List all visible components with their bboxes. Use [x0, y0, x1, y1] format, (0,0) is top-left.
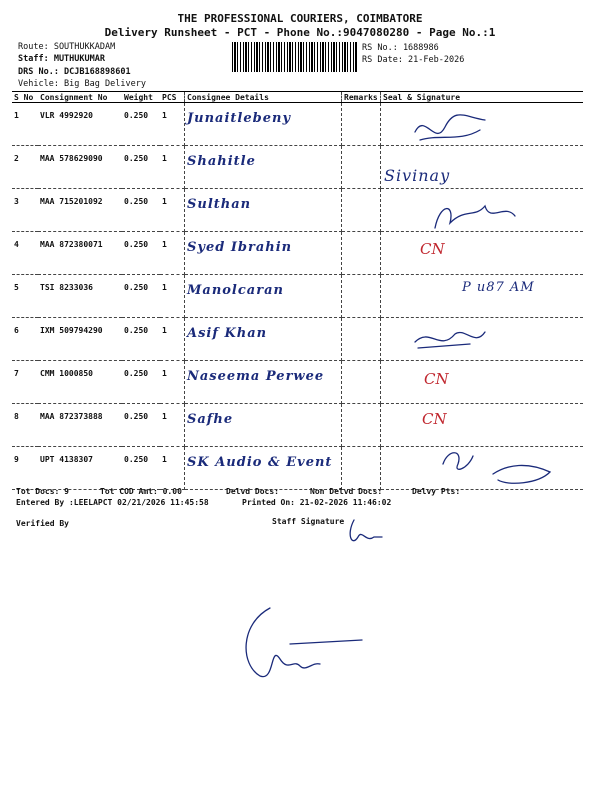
- row-consignment-no: MAA 578629090: [38, 146, 122, 189]
- route-info: Route: SOUTHUKKADAM: [18, 42, 116, 52]
- cn-mark: CN: [420, 240, 445, 258]
- staff-signature-label: Staff Signature: [272, 517, 345, 526]
- total-docs: Tot Docs: 9: [16, 487, 69, 496]
- row-consignee: Junaitlebeny: [185, 103, 342, 146]
- row-consignee: Naseema Perwee: [185, 361, 342, 404]
- row-weight: 0.250: [122, 103, 160, 146]
- row-seal-signature: [381, 361, 584, 404]
- row-sno: 7: [12, 361, 38, 404]
- row-pcs: 1: [160, 275, 185, 318]
- row-remarks: [342, 189, 381, 232]
- row-weight: 0.250: [122, 447, 160, 490]
- signature-scribble: [438, 444, 558, 490]
- row-sno: 8: [12, 404, 38, 447]
- signature-scribble: [430, 198, 520, 238]
- row-sno: 3: [12, 189, 38, 232]
- row-consignee: Syed Ibrahin: [185, 232, 342, 275]
- delivered-docs: Delvd Docs:: [226, 487, 279, 496]
- row-weight: 0.250: [122, 275, 160, 318]
- row-remarks: [342, 103, 381, 146]
- row-consignment-no: CMM 1000850: [38, 361, 122, 404]
- row-pcs: 1: [160, 361, 185, 404]
- col-remarks: Remarks: [342, 92, 381, 103]
- row-weight: 0.250: [122, 404, 160, 447]
- col-consignee: Consignee Details: [185, 92, 342, 103]
- col-consignment: Consignment No: [38, 92, 122, 103]
- row-pcs: 1: [160, 404, 185, 447]
- row-pcs: 1: [160, 447, 185, 490]
- runsheet-title: Delivery Runsheet - PCT - Phone No.:9047080280 - Page No.:1: [104, 26, 496, 39]
- vehicle-info: Vehicle: Big Bag Delivery: [18, 79, 146, 89]
- row-remarks: [342, 447, 381, 490]
- row-consignment-no: TSI 8233036: [38, 275, 122, 318]
- row-sno: 5: [12, 275, 38, 318]
- row-sno: 2: [12, 146, 38, 189]
- seal-text: P u87 AM: [462, 280, 535, 295]
- row-weight: 0.250: [122, 232, 160, 275]
- non-delivered-docs: Non Delvd Docs:: [310, 487, 383, 496]
- row-pcs: 1: [160, 189, 185, 232]
- printed-on: Printed On: 21-02-2026 11:46:02: [242, 498, 392, 507]
- row-sno: 9: [12, 447, 38, 490]
- row-consignee: SK Audio & Event: [185, 447, 342, 490]
- signature-scribble: [410, 112, 490, 152]
- row-sno: 1: [12, 103, 38, 146]
- row-remarks: [342, 361, 381, 404]
- table-header-row: [12, 92, 583, 103]
- signature-scribble: [410, 322, 490, 356]
- row-sno: 4: [12, 232, 38, 275]
- row-sno: 6: [12, 318, 38, 361]
- col-seal-signature: Seal & Signature: [381, 92, 584, 103]
- row-weight: 0.250: [122, 318, 160, 361]
- drs-number: DRS No.: DCJB168898601: [18, 67, 131, 77]
- row-weight: 0.250: [122, 361, 160, 404]
- row-consignment-no: MAA 715201092: [38, 189, 122, 232]
- row-pcs: 1: [160, 232, 185, 275]
- delivery-points: Delvy Pts:: [412, 487, 461, 496]
- table-row: [12, 318, 583, 361]
- row-seal-signature: [381, 404, 584, 447]
- staff-info: Staff: MUTHUKUMAR: [18, 54, 105, 64]
- row-pcs: 1: [160, 103, 185, 146]
- col-pcs: PCS: [160, 92, 185, 103]
- company-name: THE PROFESSIONAL COURIERS, COIMBATORE: [177, 12, 423, 25]
- row-remarks: [342, 404, 381, 447]
- row-weight: 0.250: [122, 146, 160, 189]
- col-sno: S No: [12, 92, 38, 103]
- verified-by: Verified By: [16, 519, 69, 528]
- seal-text: Sivinay: [384, 166, 451, 185]
- row-remarks: [342, 318, 381, 361]
- row-remarks: [342, 275, 381, 318]
- row-consignee: Shahitle: [185, 146, 342, 189]
- large-signature-scribble: [230, 604, 370, 684]
- row-consignment-no: VLR 4992920: [38, 103, 122, 146]
- entered-by: Entered By :LEELAPCT 02/21/2026 11:45:58: [16, 498, 209, 507]
- barcode-image: [232, 42, 358, 72]
- table-row: [12, 404, 583, 447]
- table-row: [12, 146, 583, 189]
- row-pcs: 1: [160, 146, 185, 189]
- row-consignee: Manolcaran: [185, 275, 342, 318]
- row-consignee: Asif Khan: [185, 318, 342, 361]
- row-consignment-no: MAA 872373888: [38, 404, 122, 447]
- rs-date: RS Date: 21-Feb-2026: [362, 55, 465, 65]
- row-pcs: 1: [160, 318, 185, 361]
- row-remarks: [342, 146, 381, 189]
- row-consignment-no: UPT 4138307: [38, 447, 122, 490]
- row-consignee: Safhe: [185, 404, 342, 447]
- row-weight: 0.250: [122, 189, 160, 232]
- table-row: [12, 361, 583, 404]
- row-consignee: Sulthan: [185, 189, 342, 232]
- staff-signature-scribble: [344, 515, 384, 549]
- col-weight: Weight: [122, 92, 160, 103]
- row-consignment-no: MAA 872380071: [38, 232, 122, 275]
- cn-mark: CN: [424, 370, 449, 388]
- rs-number: RS No.: 1688986: [362, 43, 439, 53]
- cn-mark: CN: [422, 410, 447, 428]
- total-cod-amount: Tot COD Amt: 0.00: [100, 487, 182, 496]
- row-remarks: [342, 232, 381, 275]
- table-row: [12, 103, 583, 146]
- row-consignment-no: IXM 509794290: [38, 318, 122, 361]
